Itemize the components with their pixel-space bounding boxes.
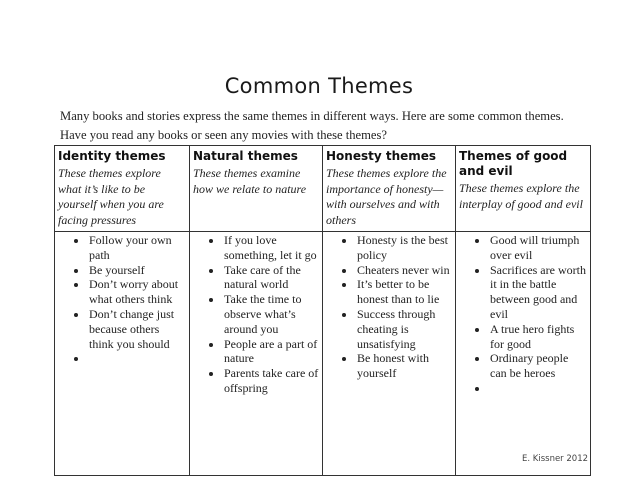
list-item: • Don’t worry about what others think [88, 277, 186, 307]
list-item: • A true hero fights for good [489, 322, 587, 352]
theme-description: These themes explore the interplay of good and evil [459, 181, 583, 211]
honesty-examples-cell [323, 232, 456, 476]
list-item: • Take the time to observe what’s around you [223, 292, 319, 336]
good-evil-header-cell [456, 146, 591, 232]
list-item: • Parents take care of offspring [223, 366, 319, 396]
good-evil-examples-cell [456, 232, 591, 476]
list-item: • Don’t change just because others think you should [88, 307, 186, 351]
list-item: • Follow your own path [88, 233, 186, 263]
identity-examples-list [58, 232, 186, 366]
theme-header-row [55, 146, 591, 232]
themes-table [54, 145, 591, 476]
list-item: • Ordinary people can be heroes [489, 351, 587, 381]
theme-name: Identity themes [58, 149, 166, 163]
list-item: • If you love something, let it go [223, 233, 319, 263]
theme-name: Natural themes [193, 149, 298, 163]
honesty-header-cell [323, 146, 456, 232]
theme-name: Themes of good and evil [459, 149, 568, 178]
intro-paragraph: Many books and stories express the same themes in different ways. Here are some common themes. Have you read any books or seen any movies with these themes? [60, 109, 564, 142]
author-signature: E. Kissner 2012 [522, 454, 589, 464]
identity-header-cell [55, 146, 190, 232]
list-item: • Take care of the natural world [223, 263, 319, 293]
identity-examples-cell [55, 232, 190, 476]
honesty-examples-list [326, 232, 452, 381]
list-item: • Cheaters never win [356, 263, 452, 278]
list-item: • People are a part of nature [223, 337, 319, 367]
natural-examples-cell [190, 232, 323, 476]
list-item: • Sacrifices are worth it in the battle between good and evil [489, 263, 587, 322]
page-title: Common Themes [224, 74, 414, 98]
list-item: • Honesty is the best policy [356, 233, 452, 263]
list-item: • Be honest with yourself [356, 351, 452, 381]
natural-examples-list [193, 232, 319, 396]
list-item: • It’s better to be honest than to lie [356, 277, 452, 307]
list-item: • Success through cheating is unsatisfying [356, 307, 452, 351]
theme-description: These themes explore what it’s like to be yourself when you are facing pressures [58, 166, 164, 227]
theme-examples-row [55, 232, 591, 476]
good-evil-examples-list [459, 232, 587, 396]
natural-header-cell [190, 146, 323, 232]
list-item: • Good will triumph over evil [489, 233, 587, 263]
list-item-empty [88, 351, 186, 366]
list-item-empty [489, 381, 587, 396]
theme-name: Honesty themes [326, 149, 437, 163]
theme-description: These themes explore the importance of honesty—with ourselves and with others [326, 166, 447, 227]
theme-description: These themes examine how we relate to nature [193, 166, 307, 196]
list-item: • Be yourself [88, 263, 186, 278]
